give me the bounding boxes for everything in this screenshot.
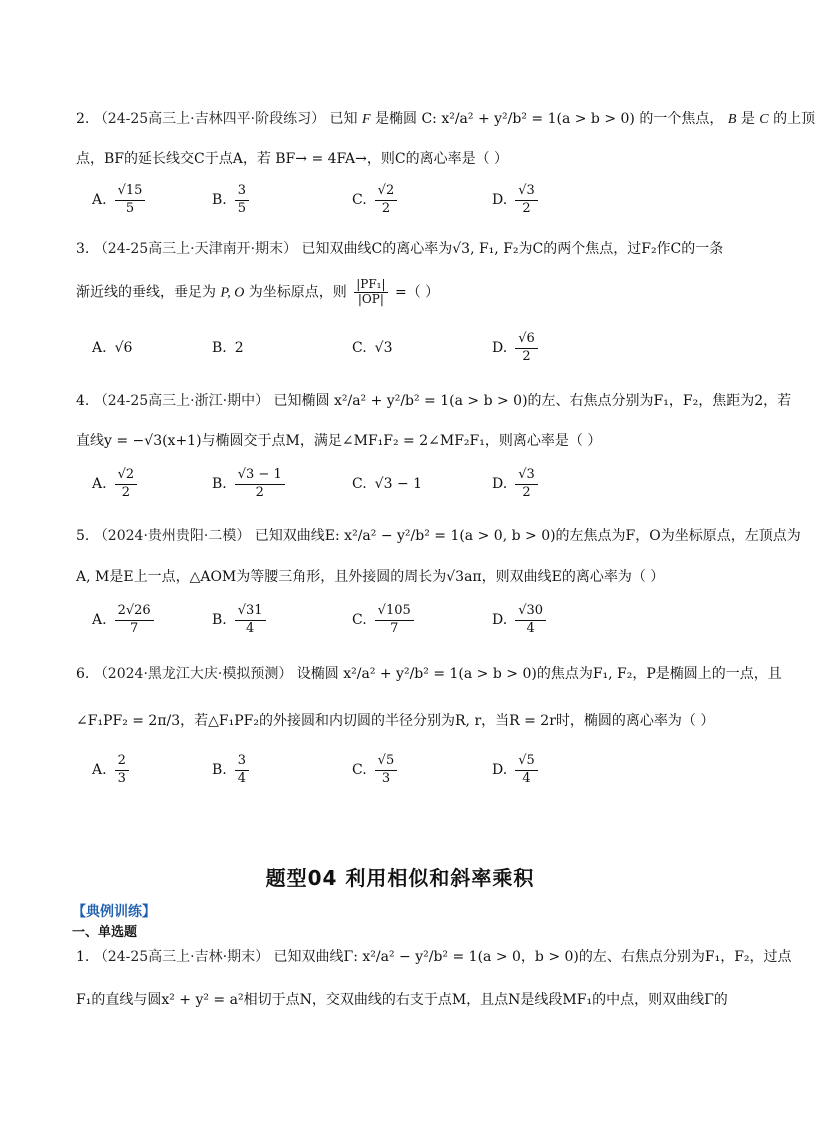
option-a[interactable] [92,598,154,642]
var: F [361,112,371,127]
option-d[interactable] [492,748,538,792]
var: B [727,112,737,127]
option-fraction [235,753,249,787]
question-2-options [92,178,732,222]
numerator: √30 [515,603,546,620]
option-value: 2 [234,340,244,356]
option-fraction [235,467,285,501]
denominator: 3 [117,770,126,786]
numerator: √2 [375,183,398,200]
option-letter: C. [352,762,367,778]
denominator: 2 [381,200,391,216]
option-letter: A. [92,476,107,492]
option-c[interactable] [352,598,414,642]
option-value: √3 − 1 [374,476,423,492]
option-fraction [375,603,414,637]
option-letter: D. [492,762,508,778]
option-b[interactable] [212,598,266,642]
denominator: 2 [522,484,531,500]
denominator: 7 [390,620,399,636]
question-text: 已知双曲线Γ: x²/a² − y²/b² = 1(a > 0，b > 0)的左、右焦点分别为F₁，F₂，过点 [273,949,792,965]
var: P, O [220,285,245,301]
text: 的一个焦点， [639,111,724,127]
numerator: 3 [235,183,249,200]
numerator: √5 [375,753,398,770]
option-letter: D. [492,192,508,208]
option-letter: D. [492,340,508,356]
option-fraction [115,467,138,501]
question-4-line-1 [76,392,791,410]
question-source: （24-25高三上·吉林四平·阶段练习） [93,111,326,127]
option-a[interactable] [92,462,137,506]
option-letter: B. [212,612,227,628]
denominator: |OP| [357,291,384,306]
option-d[interactable] [492,462,538,506]
option-fraction [235,603,266,637]
section-question-1-line-1 [76,948,792,966]
numerator: 2 [115,753,129,770]
option-b[interactable] [212,748,249,792]
text: 为坐标原点，则 [248,284,347,301]
question-2-line-2: 点，BF的延长线交C于点A，若 BF→ = 4FA→，则C的离心率是（ ） [76,151,509,167]
text: =（ ） [394,284,440,301]
option-d[interactable] [492,598,546,642]
question-text: 已知双曲线E: x²/a² − y²/b² = 1(a > 0, b > 0)的左焦点为F，O为坐标原点，左顶点为 [254,528,801,544]
numerator: √2 [115,467,138,484]
text: 是 [740,111,755,127]
option-letter: C. [352,340,367,356]
var: C [759,112,769,127]
question-number: 1. [76,949,90,965]
denominator: 2 [522,200,531,216]
question-6-line-1 [76,665,782,683]
option-letter: C. [352,612,367,628]
option-letter: B. [212,340,227,356]
question-3-line-1 [76,240,723,258]
option-a[interactable] [92,748,129,792]
question-4-options [92,462,732,506]
question-5-line-1 [76,527,801,545]
question-source: （24-25高三上·天津南开·期末） [93,241,298,257]
option-letter: C. [352,476,367,492]
question-number: 5. [76,528,90,544]
question-5-line-2: A, M是E上一点，△AOM为等腰三角形，且外接圆的周长为√3aπ，则双曲线E的离心率为（ ） [76,569,665,585]
denominator: 2 [522,348,531,364]
option-fraction [515,753,538,787]
text: 已知 [329,111,358,127]
example-training-tag: 【典例训练】 [72,904,156,920]
section-title: 题型04 利用相似和斜率乘积 [265,866,535,890]
question-text: 已知椭圆 x²/a² + y²/b² = 1(a > b > 0)的左、右焦点分别为F₁，F₂，焦距为2，若 [273,393,792,409]
question-number: 6. [76,666,90,682]
question-source: （24-25高三上·浙江·期中） [93,393,270,409]
option-fraction [515,603,546,637]
numerator: √31 [235,603,266,620]
question-text: 设椭圆 x²/a² + y²/b² = 1(a > b > 0)的焦点为F₁, F₂，P是椭圆上的一点，且 [296,666,782,682]
denominator: 2 [255,484,264,500]
option-b[interactable] [212,326,244,370]
question-2-line-1 [76,110,815,129]
question-6-line-2: ∠F₁PF₂ = 2π/3，若△F₁PF₂的外接圆和内切圆的半径分别为R, r，当R = 2r时，椭圆的离心率为（ ） [76,713,715,729]
numerator: √3 [515,183,538,200]
denominator: 5 [237,200,247,216]
option-fraction [235,183,249,217]
option-b[interactable] [212,178,249,222]
option-fraction [515,331,538,365]
option-letter: D. [492,476,508,492]
denominator: 4 [526,620,535,636]
denominator: 7 [129,620,139,636]
option-value: √6 [114,340,133,356]
question-3-line-2 [76,278,439,307]
option-fraction [115,753,129,787]
option-c[interactable] [352,326,393,370]
question-5-options [92,598,732,642]
numerator: √3 [515,467,538,484]
numerator: 3 [235,753,249,770]
question-source: （2024·黑龙江大庆·模拟预测） [93,666,293,682]
option-fraction [375,183,398,217]
option-fraction [515,467,538,501]
option-fraction [515,183,538,217]
question-number: 2. [76,111,90,127]
numerator: √3 − 1 [235,467,285,484]
ratio-fraction [354,278,387,307]
option-c[interactable] [352,748,397,792]
denominator: 3 [381,770,391,786]
denominator: 2 [121,484,130,500]
option-fraction [115,603,154,637]
option-letter: B. [212,476,227,492]
option-fraction [115,183,146,217]
question-4-line-2: 直线y = −√3(x+1)与椭圆交于点M，满足∠MF₁F₂ = 2∠MF₂F₁，则离心率是（ ） [76,433,602,449]
numerator: √6 [515,331,538,348]
option-c[interactable] [352,178,397,222]
numerator: 2√26 [115,603,154,620]
text: 渐近线的垂线，垂足为 [76,284,216,301]
option-letter: A. [92,340,107,356]
option-a[interactable] [92,178,145,222]
option-d[interactable] [492,326,538,370]
option-fraction [375,753,398,787]
option-letter: A. [92,612,107,628]
numerator: √105 [375,603,414,620]
single-choice-subheading: 一、单选题 [72,925,138,940]
option-value: √3 [374,340,393,356]
numerator: √5 [515,753,538,770]
option-letter: A. [92,192,107,208]
option-letter: B. [212,192,227,208]
option-letter: A. [92,762,107,778]
denominator: 4 [246,620,255,636]
option-letter: D. [492,612,508,628]
question-6-options [92,748,732,792]
numerator: |PF₁| [356,277,386,291]
question-3-options [92,326,732,370]
question-text: 已知双曲线C的离心率为√3, F₁, F₂为C的两个焦点，过F₂作C的一条 [301,241,724,257]
option-a[interactable] [92,326,132,370]
question-source: （24-25高三上·吉林·期末） [93,949,270,965]
option-d[interactable] [492,178,538,222]
text: 是椭圆 [375,111,417,127]
denominator: 4 [522,770,531,786]
option-b[interactable] [212,462,285,506]
question-source: （2024·贵州贵阳·二模） [93,528,251,544]
text: 的上顶 [773,111,815,127]
formula: C: x²/a² + y²/b² = 1(a > b > 0) [421,111,635,127]
denominator: 4 [237,770,247,786]
question-number: 3. [76,241,90,257]
option-c[interactable] [352,462,422,506]
section-question-1-line-2: F₁的直线与圆x² + y² = a²相切于点N，交双曲线的右支于点M，且点N是线段MF₁的中点，则双曲线Γ的 [76,992,728,1008]
option-letter: C. [352,192,367,208]
option-letter: B. [212,762,227,778]
denominator: 5 [125,200,135,216]
numerator: √15 [115,183,146,200]
question-number: 4. [76,393,90,409]
